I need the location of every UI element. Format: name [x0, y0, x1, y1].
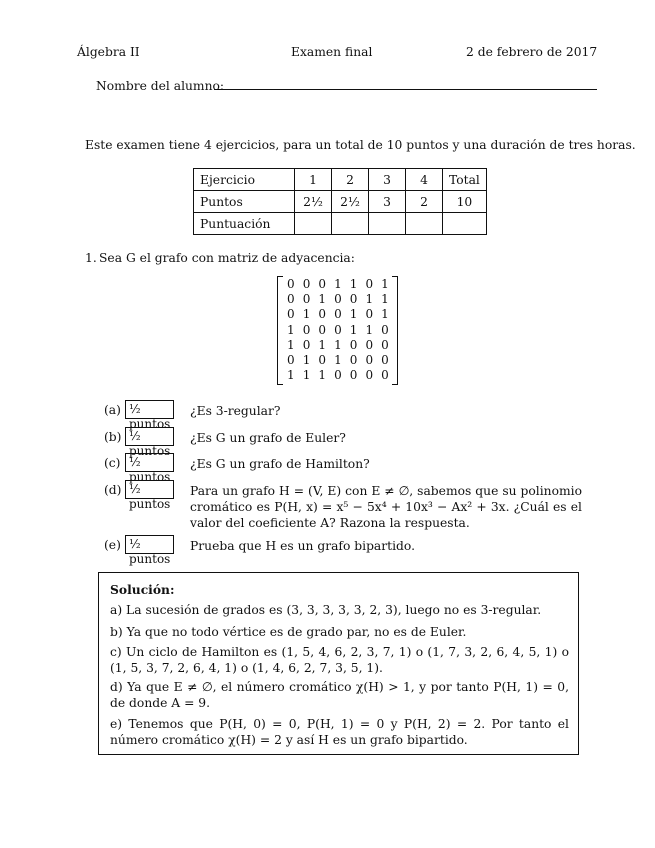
solution-box — [98, 572, 579, 755]
matrix-entry: 0 — [349, 368, 358, 383]
header-exam-title: Examen final — [291, 45, 373, 59]
matrix-entry: 1 — [318, 368, 327, 383]
score-entry-cell — [369, 213, 406, 235]
points-box: ½ puntos — [125, 400, 174, 419]
table-cell: 4 — [406, 169, 443, 191]
matrix-entry: 0 — [287, 292, 295, 307]
matrix-entry: 0 — [318, 277, 327, 291]
table-cell: Ejercicio — [194, 169, 295, 191]
matrix-entry: 1 — [365, 292, 374, 307]
table-cell: Puntos — [194, 191, 295, 213]
score-entry-cell — [406, 213, 443, 235]
header-date: 2 de febrero de 2017 — [466, 45, 598, 59]
header-course: Álgebra II — [77, 45, 140, 59]
solution-item-a: a) La sucesión de grados es (3, 3, 3, 3, 3, 2, 3), luego no es 3-regular. — [110, 603, 542, 617]
points-box: ½ puntos — [125, 427, 174, 446]
matrix-entry: 0 — [302, 322, 311, 337]
table-cell: Total — [443, 169, 487, 191]
table-cell: 2½ — [295, 191, 332, 213]
part-text: Para un grafo H = (V, E) con E ≠ ∅, sabemos que su polinomio cromático es P(H, x) = x⁵ − 5x⁴ + 10x³ − Ax² + 3x. ¿Cuál es el valor del coeficiente A? Razona la respuesta. — [190, 484, 582, 531]
part-label: (c) — [104, 456, 121, 470]
matrix-entry: 1 — [287, 322, 295, 337]
part-text: ¿Es G un grafo de Euler? — [190, 431, 346, 445]
part-text: Prueba que H es un grafo bipartido. — [190, 539, 415, 553]
matrix-entry: 0 — [318, 322, 327, 337]
part-text: ¿Es G un grafo de Hamilton? — [190, 457, 370, 471]
matrix-entry: 0 — [381, 322, 389, 337]
matrix-entry: 1 — [349, 322, 358, 337]
solution-title: Solución: — [110, 582, 175, 597]
matrix-entry: 0 — [349, 352, 358, 367]
solution-item-e: e) Tenemos que P(H, 0) = 0, P(H, 1) = 0 y P(H, 2) = 2. Por tanto el número cromático χ(H) = 2 y así H es un grafo bipartido. — [110, 717, 569, 747]
exercise-statement: Sea G el grafo con matriz de adyacencia: — [99, 251, 355, 265]
matrix-entry: 1 — [381, 307, 389, 322]
matrix-entry: 1 — [349, 307, 358, 322]
matrix-entry: 0 — [302, 277, 311, 291]
matrix-entry: 0 — [349, 337, 358, 352]
solution-item-b: b) Ya que no todo vértice es de grado par, no es de Euler. — [110, 625, 467, 639]
matrix-entry: 0 — [334, 322, 342, 337]
matrix-entry: 0 — [287, 352, 295, 367]
table-cell: 1 — [295, 169, 332, 191]
score-entry-cell — [443, 213, 487, 235]
score-table-row — [194, 213, 487, 235]
matrix-entry: 0 — [365, 368, 374, 383]
matrix-entry: 0 — [365, 277, 374, 291]
matrix-entry: 0 — [365, 337, 374, 352]
matrix-entry: 0 — [381, 352, 389, 367]
matrix-entry: 1 — [318, 337, 327, 352]
part-label: (e) — [104, 538, 121, 552]
part-label: (a) — [104, 403, 121, 417]
matrix-entry: 0 — [287, 307, 295, 322]
matrix-entry: 0 — [318, 307, 327, 322]
matrix-entry: 1 — [318, 292, 327, 307]
matrix-entry: 0 — [287, 277, 295, 291]
matrix-entry: 0 — [365, 307, 374, 322]
matrix-entry: 0 — [334, 307, 342, 322]
exercise-number: 1. — [85, 251, 97, 265]
matrix-entry: 1 — [365, 322, 374, 337]
score-entry-cell — [295, 213, 332, 235]
matrix-entry: 0 — [334, 292, 342, 307]
matrix-entry: 1 — [287, 337, 295, 352]
part-text: ¿Es 3-regular? — [190, 404, 281, 418]
matrix-entry: 1 — [349, 277, 358, 291]
matrix-entry: 0 — [349, 292, 358, 307]
table-cell: 3 — [369, 169, 406, 191]
matrix-entry: 1 — [381, 277, 389, 291]
matrix-entry: 1 — [334, 352, 342, 367]
adjacency-matrix — [277, 276, 398, 385]
table-cell: 2½ — [332, 191, 369, 213]
points-box: ½ puntos — [125, 453, 174, 472]
table-cell: Puntuación — [194, 213, 295, 235]
points-box: ½ puntos — [125, 535, 174, 554]
matrix-entry: 0 — [334, 368, 342, 383]
matrix-entry: 0 — [381, 368, 389, 383]
matrix-entry: 1 — [302, 368, 311, 383]
part-label: (b) — [104, 430, 122, 444]
student-name-line — [214, 89, 597, 90]
solution-item-c: c) Un ciclo de Hamilton es (1, 5, 4, 6, 2, 3, 7, 1) o (1, 7, 3, 2, 6, 4, 5, 1) o (1, 5, 3, 7, 2, 6, 4, 1) o (1, 4, 6, 2, 7, 3, 5, 1). — [110, 645, 569, 675]
matrix-entry: 0 — [302, 337, 311, 352]
part-label: (d) — [104, 483, 122, 497]
exam-intro: Este examen tiene 4 ejercicios, para un total de 10 puntos y una duración de tres horas. — [85, 138, 636, 152]
table-cell: 2 — [332, 169, 369, 191]
score-entry-cell — [332, 213, 369, 235]
score-table-row — [194, 191, 487, 213]
student-name-label: Nombre del alumno: — [96, 79, 225, 93]
matrix-grid — [283, 277, 393, 383]
matrix-entry: 1 — [381, 292, 389, 307]
matrix-entry: 1 — [302, 352, 311, 367]
solution-item-d: d) Ya que E ≠ ∅, el número cromático χ(H) > 1, y por tanto P(H, 1) = 0, de donde A = 9. — [110, 680, 569, 710]
matrix-entry: 1 — [334, 337, 342, 352]
table-cell: 2 — [406, 191, 443, 213]
matrix-entry: 1 — [302, 307, 311, 322]
matrix-entry: 0 — [302, 292, 311, 307]
score-table-row — [194, 169, 487, 191]
matrix-entry: 0 — [381, 337, 389, 352]
matrix-entry: 1 — [334, 277, 342, 291]
score-table — [193, 168, 487, 235]
matrix-entry: 0 — [318, 352, 327, 367]
matrix-right-bracket — [392, 276, 398, 385]
matrix-entry: 0 — [365, 352, 374, 367]
points-box: ½ puntos — [125, 480, 174, 499]
table-cell: 3 — [369, 191, 406, 213]
matrix-entry: 1 — [287, 368, 295, 383]
table-cell: 10 — [443, 191, 487, 213]
